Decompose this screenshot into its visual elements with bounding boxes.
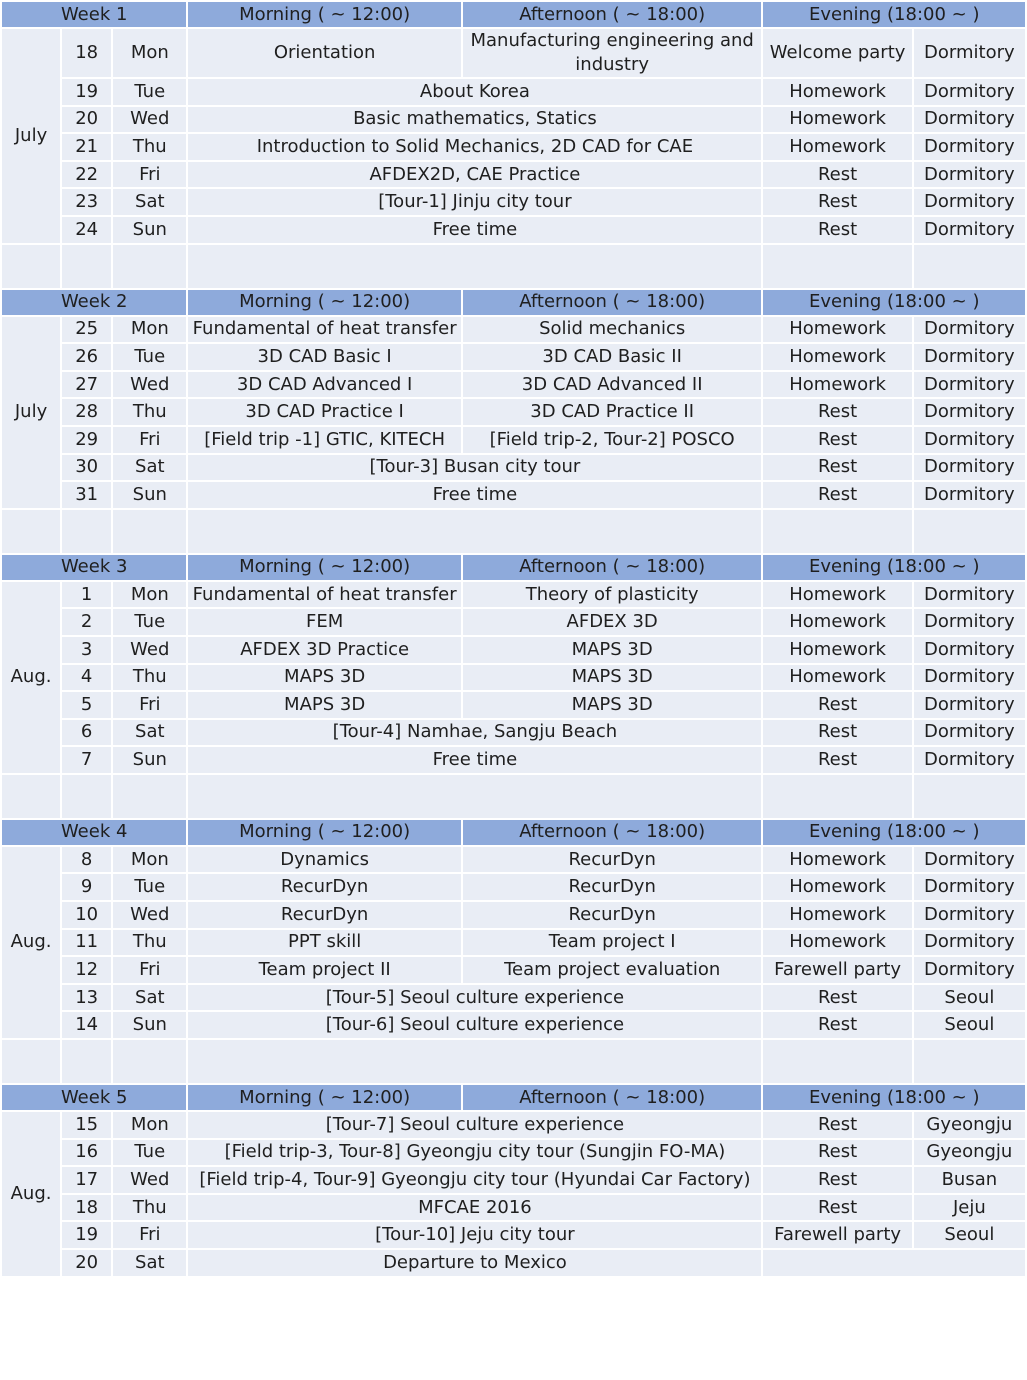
weekday-cell: Sat: [113, 189, 186, 215]
allday-activity-cell: AFDEX2D, CAE Practice: [188, 162, 761, 188]
day-row: [2, 427, 1025, 453]
header-afternoon: Afternoon ( ~ 18:00): [463, 2, 762, 27]
morning-activity-cell: Team project II: [188, 957, 461, 983]
morning-activity-cell: Fundamental of heat transfer: [188, 317, 461, 343]
evening-activity-cell: Rest: [763, 455, 911, 481]
weekday-cell: Fri: [113, 957, 186, 983]
accommodation-cell: Dormitory: [914, 317, 1025, 343]
weekday-cell: Mon: [113, 317, 186, 343]
evening-activity-cell: Rest: [763, 427, 911, 453]
day-row: [2, 847, 1025, 873]
allday-activity-cell: [Tour-5] Seoul culture experience: [188, 985, 761, 1011]
accommodation-cell: Dormitory: [914, 217, 1025, 243]
spacer-cell: [62, 775, 111, 818]
day-row: [2, 1167, 1025, 1193]
spacer-cell: [914, 775, 1025, 818]
afternoon-activity-cell: MAPS 3D: [463, 637, 762, 663]
weekday-cell: Wed: [113, 902, 186, 928]
afternoon-activity-cell: 3D CAD Advanced II: [463, 372, 762, 398]
morning-activity-cell: AFDEX 3D Practice: [188, 637, 461, 663]
date-cell: 11: [62, 930, 111, 956]
date-cell: 8: [62, 847, 111, 873]
week-header-row: [2, 820, 1025, 845]
header-evening: Evening (18:00 ~ ): [763, 290, 1025, 315]
weekday-cell: Sat: [113, 455, 186, 481]
header-morning: Morning ( ~ 12:00): [188, 555, 461, 580]
month-label: Aug.: [2, 582, 60, 773]
morning-activity-cell: RecurDyn: [188, 902, 461, 928]
spacer-row: [2, 775, 1025, 818]
accommodation-cell: Dormitory: [914, 582, 1025, 608]
spacer-cell: [914, 510, 1025, 553]
weekday-cell: Tue: [113, 1140, 186, 1166]
date-cell: 23: [62, 189, 111, 215]
spacer-cell: [763, 775, 911, 818]
weekday-cell: Wed: [113, 1167, 186, 1193]
weekday-cell: Mon: [113, 847, 186, 873]
day-row: [2, 162, 1025, 188]
date-cell: 13: [62, 985, 111, 1011]
morning-activity-cell: MAPS 3D: [188, 665, 461, 691]
morning-activity-cell: MAPS 3D: [188, 692, 461, 718]
weekday-cell: Fri: [113, 162, 186, 188]
accommodation-cell: Dormitory: [914, 427, 1025, 453]
day-row: [2, 344, 1025, 370]
weekday-cell: Thu: [113, 134, 186, 160]
spacer-cell: [62, 1040, 111, 1083]
allday-activity-cell: [Field trip-3, Tour-8] Gyeongju city tour (Sungjin FO-MA): [188, 1140, 761, 1166]
spacer-cell: [188, 1040, 761, 1083]
evening-activity-cell: Rest: [763, 747, 911, 773]
date-cell: 7: [62, 747, 111, 773]
day-row: [2, 372, 1025, 398]
allday-activity-cell: Departure to Mexico: [188, 1250, 761, 1276]
weekday-cell: Fri: [113, 427, 186, 453]
allday-activity-cell: About Korea: [188, 79, 761, 105]
afternoon-activity-cell: Solid mechanics: [463, 317, 762, 343]
date-cell: 1: [62, 582, 111, 608]
spacer-cell: [113, 1040, 186, 1083]
spacer-cell: [763, 245, 911, 288]
evening-activity-cell: Homework: [763, 107, 911, 133]
day-row: [2, 1250, 1025, 1276]
weekday-cell: Fri: [113, 1222, 186, 1248]
allday-activity-cell: [Tour-10] Jeju city tour: [188, 1222, 761, 1248]
afternoon-activity-cell: RecurDyn: [463, 874, 762, 900]
month-label: July: [2, 29, 60, 243]
spacer-cell: [62, 510, 111, 553]
evening-activity-cell: Rest: [763, 1112, 911, 1138]
accommodation-cell: Dormitory: [914, 162, 1025, 188]
weekday-cell: Wed: [113, 107, 186, 133]
header-morning: Morning ( ~ 12:00): [188, 2, 461, 27]
accommodation-cell: Gyeongju: [914, 1112, 1025, 1138]
accommodation-cell: Dormitory: [914, 609, 1025, 635]
weekday-cell: Sun: [113, 482, 186, 508]
header-afternoon: Afternoon ( ~ 18:00): [463, 820, 762, 845]
date-cell: 25: [62, 317, 111, 343]
day-row: [2, 957, 1025, 983]
afternoon-activity-cell: RecurDyn: [463, 902, 762, 928]
header-afternoon: Afternoon ( ~ 18:00): [463, 1085, 762, 1110]
evening-activity-cell: Rest: [763, 1140, 911, 1166]
allday-activity-cell: [Field trip-4, Tour-9] Gyeongju city tour (Hyundai Car Factory): [188, 1167, 761, 1193]
morning-activity-cell: 3D CAD Practice I: [188, 399, 461, 425]
date-cell: 21: [62, 134, 111, 160]
day-row: [2, 1012, 1025, 1038]
spacer-cell: [188, 775, 761, 818]
weekday-cell: Mon: [113, 1112, 186, 1138]
date-cell: 6: [62, 720, 111, 746]
accommodation-cell: Seoul: [914, 985, 1025, 1011]
morning-activity-cell: FEM: [188, 609, 461, 635]
weekday-cell: Thu: [113, 399, 186, 425]
accommodation-cell: Dormitory: [914, 902, 1025, 928]
evening-activity-cell: Homework: [763, 582, 911, 608]
day-row: [2, 637, 1025, 663]
header-evening: Evening (18:00 ~ ): [763, 820, 1025, 845]
day-row: [2, 29, 1025, 77]
evening-activity-cell: Rest: [763, 162, 911, 188]
accommodation-cell: Gyeongju: [914, 1140, 1025, 1166]
evening-activity-cell: Homework: [763, 665, 911, 691]
evening-activity-cell: Rest: [763, 217, 911, 243]
accommodation-cell: Dormitory: [914, 482, 1025, 508]
week-label: Week 2: [2, 290, 186, 315]
day-row: [2, 317, 1025, 343]
spacer-cell: [763, 1040, 911, 1083]
spacer-row: [2, 1040, 1025, 1083]
accommodation-cell: Dormitory: [914, 29, 1025, 77]
spacer-cell: [2, 245, 60, 288]
day-row: [2, 720, 1025, 746]
month-label: July: [2, 317, 60, 508]
date-cell: 2: [62, 609, 111, 635]
evening-activity-cell: Homework: [763, 344, 911, 370]
date-cell: 18: [62, 29, 111, 77]
morning-activity-cell: Orientation: [188, 29, 461, 77]
allday-activity-cell: [Tour-6] Seoul culture experience: [188, 1012, 761, 1038]
week-header-row: [2, 555, 1025, 580]
morning-activity-cell: RecurDyn: [188, 874, 461, 900]
weekday-cell: Wed: [113, 637, 186, 663]
spacer-cell: [2, 775, 60, 818]
allday-activity-cell: [Tour-7] Seoul culture experience: [188, 1112, 761, 1138]
evening-activity-cell: Homework: [763, 902, 911, 928]
day-row: [2, 985, 1025, 1011]
allday-activity-cell: Free time: [188, 482, 761, 508]
week-header-row: [2, 2, 1025, 27]
afternoon-activity-cell: RecurDyn: [463, 847, 762, 873]
weekday-cell: Thu: [113, 665, 186, 691]
header-evening: Evening (18:00 ~ ): [763, 2, 1025, 27]
evening-activity-cell: Farewell party: [763, 1222, 911, 1248]
spacer-cell: [62, 245, 111, 288]
accommodation-cell: Dormitory: [914, 637, 1025, 663]
spacer-cell: [2, 510, 60, 553]
date-cell: 15: [62, 1112, 111, 1138]
morning-activity-cell: [Field trip -1] GTIC, KITECH: [188, 427, 461, 453]
accommodation-cell: Seoul: [914, 1012, 1025, 1038]
day-row: [2, 582, 1025, 608]
date-cell: 3: [62, 637, 111, 663]
day-row: [2, 609, 1025, 635]
date-cell: 19: [62, 1222, 111, 1248]
spacer-cell: [113, 510, 186, 553]
date-cell: 10: [62, 902, 111, 928]
date-cell: 18: [62, 1195, 111, 1221]
day-row: [2, 874, 1025, 900]
month-label: Aug.: [2, 847, 60, 1038]
morning-activity-cell: Dynamics: [188, 847, 461, 873]
allday-activity-cell: MFCAE 2016: [188, 1195, 761, 1221]
weekday-cell: Fri: [113, 692, 186, 718]
allday-activity-cell: [Tour-3] Busan city tour: [188, 455, 761, 481]
evening-activity-cell: Welcome party: [763, 29, 911, 77]
accommodation-cell: Dormitory: [914, 399, 1025, 425]
week-label: Week 4: [2, 820, 186, 845]
weekday-cell: Sat: [113, 985, 186, 1011]
week-header-row: [2, 1085, 1025, 1110]
date-cell: 16: [62, 1140, 111, 1166]
weekday-cell: Thu: [113, 1195, 186, 1221]
evening-activity-cell: Homework: [763, 317, 911, 343]
afternoon-activity-cell: MAPS 3D: [463, 665, 762, 691]
allday-activity-cell: Introduction to Solid Mechanics, 2D CAD for CAE: [188, 134, 761, 160]
allday-activity-cell: Free time: [188, 217, 761, 243]
day-row: [2, 665, 1025, 691]
date-cell: 19: [62, 79, 111, 105]
date-cell: 31: [62, 482, 111, 508]
accommodation-cell: Dormitory: [914, 134, 1025, 160]
evening-activity-cell: Rest: [763, 399, 911, 425]
accommodation-cell: Dormitory: [914, 957, 1025, 983]
day-row: [2, 1195, 1025, 1221]
date-cell: 24: [62, 217, 111, 243]
day-row: [2, 217, 1025, 243]
day-row: [2, 189, 1025, 215]
day-row: [2, 107, 1025, 133]
allday-activity-cell: Free time: [188, 747, 761, 773]
accommodation-cell: Busan: [914, 1167, 1025, 1193]
day-row: [2, 747, 1025, 773]
afternoon-activity-cell: [Field trip-2, Tour-2] POSCO: [463, 427, 762, 453]
accommodation-cell: Dormitory: [914, 692, 1025, 718]
accommodation-cell: Jeju: [914, 1195, 1025, 1221]
weekday-cell: Tue: [113, 609, 186, 635]
accommodation-cell: Dormitory: [914, 874, 1025, 900]
evening-activity-cell: Homework: [763, 372, 911, 398]
weekday-cell: Sat: [113, 1250, 186, 1276]
date-cell: 4: [62, 665, 111, 691]
morning-activity-cell: 3D CAD Advanced I: [188, 372, 461, 398]
weekday-cell: Sun: [113, 1012, 186, 1038]
evening-activity-cell: Homework: [763, 847, 911, 873]
day-row: [2, 134, 1025, 160]
header-morning: Morning ( ~ 12:00): [188, 290, 461, 315]
morning-activity-cell: Fundamental of heat transfer: [188, 582, 461, 608]
accommodation-cell: Dormitory: [914, 665, 1025, 691]
afternoon-activity-cell: AFDEX 3D: [463, 609, 762, 635]
weekday-cell: Wed: [113, 372, 186, 398]
spacer-cell: [188, 245, 761, 288]
day-row: [2, 455, 1025, 481]
accommodation-cell: Dormitory: [914, 107, 1025, 133]
weekday-cell: Tue: [113, 874, 186, 900]
spacer-cell: [113, 775, 186, 818]
weekday-cell: Tue: [113, 344, 186, 370]
day-row: [2, 692, 1025, 718]
spacer-cell: [188, 510, 761, 553]
date-cell: 20: [62, 1250, 111, 1276]
evening-activity-cell: Homework: [763, 637, 911, 663]
accommodation-cell: Dormitory: [914, 847, 1025, 873]
date-cell: 17: [62, 1167, 111, 1193]
evening-activity-cell: Rest: [763, 482, 911, 508]
header-afternoon: Afternoon ( ~ 18:00): [463, 555, 762, 580]
allday-activity-cell: [Tour-4] Namhae, Sangju Beach: [188, 720, 761, 746]
weekday-cell: Sat: [113, 720, 186, 746]
evening-activity-cell: Homework: [763, 609, 911, 635]
evening-activity-cell: Rest: [763, 1167, 911, 1193]
afternoon-activity-cell: Manufacturing engineering and industry: [463, 29, 762, 77]
spacer-row: [2, 245, 1025, 288]
spacer-cell: [763, 510, 911, 553]
evening-activity-cell: Homework: [763, 79, 911, 105]
afternoon-activity-cell: 3D CAD Basic II: [463, 344, 762, 370]
accommodation-cell: Dormitory: [914, 930, 1025, 956]
date-cell: 5: [62, 692, 111, 718]
afternoon-activity-cell: Team project I: [463, 930, 762, 956]
day-row: [2, 399, 1025, 425]
morning-activity-cell: PPT skill: [188, 930, 461, 956]
spacer-cell: [914, 1040, 1025, 1083]
evening-activity-cell: Homework: [763, 930, 911, 956]
accommodation-cell: Seoul: [914, 1222, 1025, 1248]
day-row: [2, 1112, 1025, 1138]
evening-activity-cell: Rest: [763, 1012, 911, 1038]
week-header-row: [2, 290, 1025, 315]
date-cell: 20: [62, 107, 111, 133]
spacer-row: [2, 510, 1025, 553]
accommodation-cell: Dormitory: [914, 747, 1025, 773]
evening-activity-cell: Rest: [763, 1195, 911, 1221]
allday-activity-cell: [Tour-1] Jinju city tour: [188, 189, 761, 215]
evening-empty-cell: [763, 1250, 1025, 1276]
date-cell: 27: [62, 372, 111, 398]
evening-activity-cell: Rest: [763, 720, 911, 746]
date-cell: 14: [62, 1012, 111, 1038]
header-evening: Evening (18:00 ~ ): [763, 1085, 1025, 1110]
day-row: [2, 1222, 1025, 1248]
week-label: Week 3: [2, 555, 186, 580]
day-row: [2, 1140, 1025, 1166]
accommodation-cell: Dormitory: [914, 79, 1025, 105]
day-row: [2, 902, 1025, 928]
weekday-cell: Thu: [113, 930, 186, 956]
weekday-cell: Mon: [113, 29, 186, 77]
date-cell: 22: [62, 162, 111, 188]
date-cell: 12: [62, 957, 111, 983]
allday-activity-cell: Basic mathematics, Statics: [188, 107, 761, 133]
evening-activity-cell: Homework: [763, 134, 911, 160]
date-cell: 30: [62, 455, 111, 481]
month-label: Aug.: [2, 1112, 60, 1276]
spacer-cell: [2, 1040, 60, 1083]
evening-activity-cell: Homework: [763, 874, 911, 900]
day-row: [2, 79, 1025, 105]
day-row: [2, 482, 1025, 508]
spacer-cell: [914, 245, 1025, 288]
evening-activity-cell: Farewell party: [763, 957, 911, 983]
header-morning: Morning ( ~ 12:00): [188, 1085, 461, 1110]
accommodation-cell: Dormitory: [914, 372, 1025, 398]
morning-activity-cell: 3D CAD Basic I: [188, 344, 461, 370]
date-cell: 29: [62, 427, 111, 453]
weekday-cell: Mon: [113, 582, 186, 608]
weekday-cell: Sun: [113, 747, 186, 773]
accommodation-cell: Dormitory: [914, 344, 1025, 370]
day-row: [2, 930, 1025, 956]
afternoon-activity-cell: MAPS 3D: [463, 692, 762, 718]
header-afternoon: Afternoon ( ~ 18:00): [463, 290, 762, 315]
spacer-cell: [113, 245, 186, 288]
header-morning: Morning ( ~ 12:00): [188, 820, 461, 845]
week-label: Week 5: [2, 1085, 186, 1110]
accommodation-cell: Dormitory: [914, 189, 1025, 215]
weekday-cell: Sun: [113, 217, 186, 243]
date-cell: 26: [62, 344, 111, 370]
accommodation-cell: Dormitory: [914, 455, 1025, 481]
afternoon-activity-cell: Team project evaluation: [463, 957, 762, 983]
evening-activity-cell: Rest: [763, 692, 911, 718]
evening-activity-cell: Rest: [763, 189, 911, 215]
week-label: Week 1: [2, 2, 186, 27]
weekday-cell: Tue: [113, 79, 186, 105]
header-evening: Evening (18:00 ~ ): [763, 555, 1025, 580]
date-cell: 9: [62, 874, 111, 900]
afternoon-activity-cell: Theory of plasticity: [463, 582, 762, 608]
accommodation-cell: Dormitory: [914, 720, 1025, 746]
evening-activity-cell: Rest: [763, 985, 911, 1011]
afternoon-activity-cell: 3D CAD Practice II: [463, 399, 762, 425]
date-cell: 28: [62, 399, 111, 425]
